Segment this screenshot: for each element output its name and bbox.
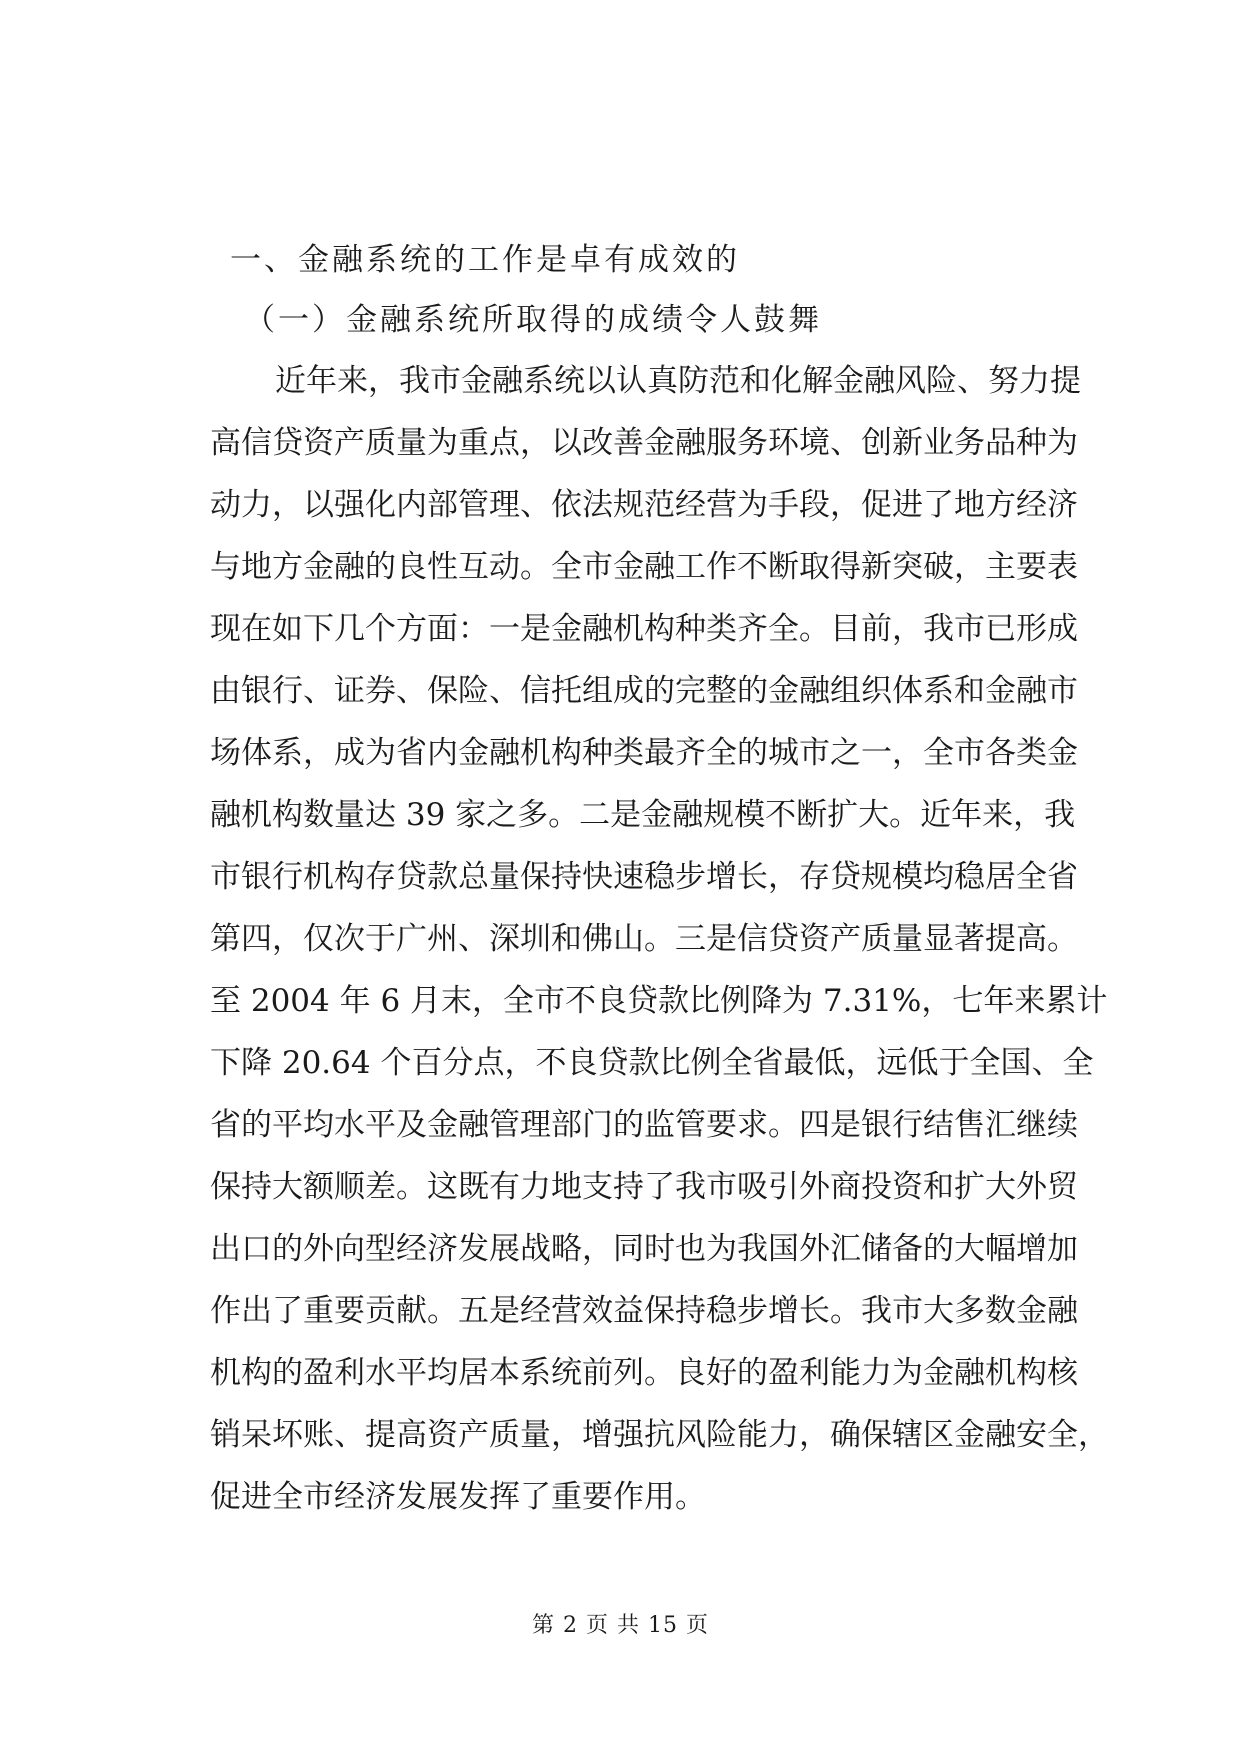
body-paragraph — [210, 350, 1109, 1528]
paragraph-line: 融机构数量达 39 家之多。二是金融规模不断扩大。近年来，我 — [210, 797, 1076, 833]
section-heading: 一、金融系统的工作是卓有成效的 — [230, 242, 740, 278]
paragraph-line: 动力，以强化内部管理、依法规范经营为手段，促进了地方经济 — [210, 487, 1078, 523]
paragraph-line: 保持大额顺差。这既有力地支持了我市吸引外商投资和扩大外贸 — [210, 1169, 1078, 1205]
paragraph-line: 销呆坏账、提高资产质量，增强抗风险能力，确保辖区金融安全， — [210, 1417, 1109, 1453]
paragraph-line: 第四，仅次于广州、深圳和佛山。三是信贷资产质量显著提高。 — [210, 921, 1078, 957]
paragraph-line: 作出了重要贡献。五是经营效益保持稳步增长。我市大多数金融 — [210, 1293, 1078, 1329]
paragraph-line: 机构的盈利水平均居本系统前列。良好的盈利能力为金融机构核 — [210, 1355, 1078, 1391]
document-content — [210, 230, 1109, 1528]
subsection-heading: （一）金融系统所取得的成绩令人鼓舞 — [244, 302, 822, 338]
paragraph-line: 至 2004 年 6 月末，全市不良贷款比例降为 7.31%，七年来累计 — [210, 983, 1108, 1019]
paragraph-line: 出口的外向型经济发展战略，同时也为我国外汇储备的大幅增加 — [210, 1231, 1078, 1267]
paragraph-line: 省的平均水平及金融管理部门的监管要求。四是银行结售汇继续 — [210, 1107, 1078, 1143]
paragraph-line: 由银行、证券、保险、信托组成的完整的金融组织体系和金融市 — [210, 673, 1078, 709]
paragraph-line: 高信贷资产质量为重点，以改善金融服务环境、创新业务品种为 — [210, 425, 1078, 461]
paragraph-line: 促进全市经济发展发挥了重要作用。 — [210, 1479, 706, 1515]
page-number-footer: 第 2 页 共 15 页 — [532, 1613, 709, 1638]
paragraph-line: 下降 20.64 个百分点，不良贷款比例全省最低，远低于全国、全 — [210, 1045, 1094, 1081]
paragraph-line: 与地方金融的良性互动。全市金融工作不断取得新突破，主要表 — [210, 549, 1078, 585]
paragraph-line: 场体系，成为省内金融机构种类最齐全的城市之一，全市各类金 — [210, 735, 1078, 771]
paragraph-line: 现在如下几个方面：一是金融机构种类齐全。目前，我市已形成 — [210, 611, 1078, 647]
paragraph-line: 市银行机构存贷款总量保持快速稳步增长，存贷规模均稳居全省 — [210, 859, 1078, 895]
paragraph-line: 近年来，我市金融系统以认真防范和化解金融风险、努力提 — [275, 363, 1081, 399]
